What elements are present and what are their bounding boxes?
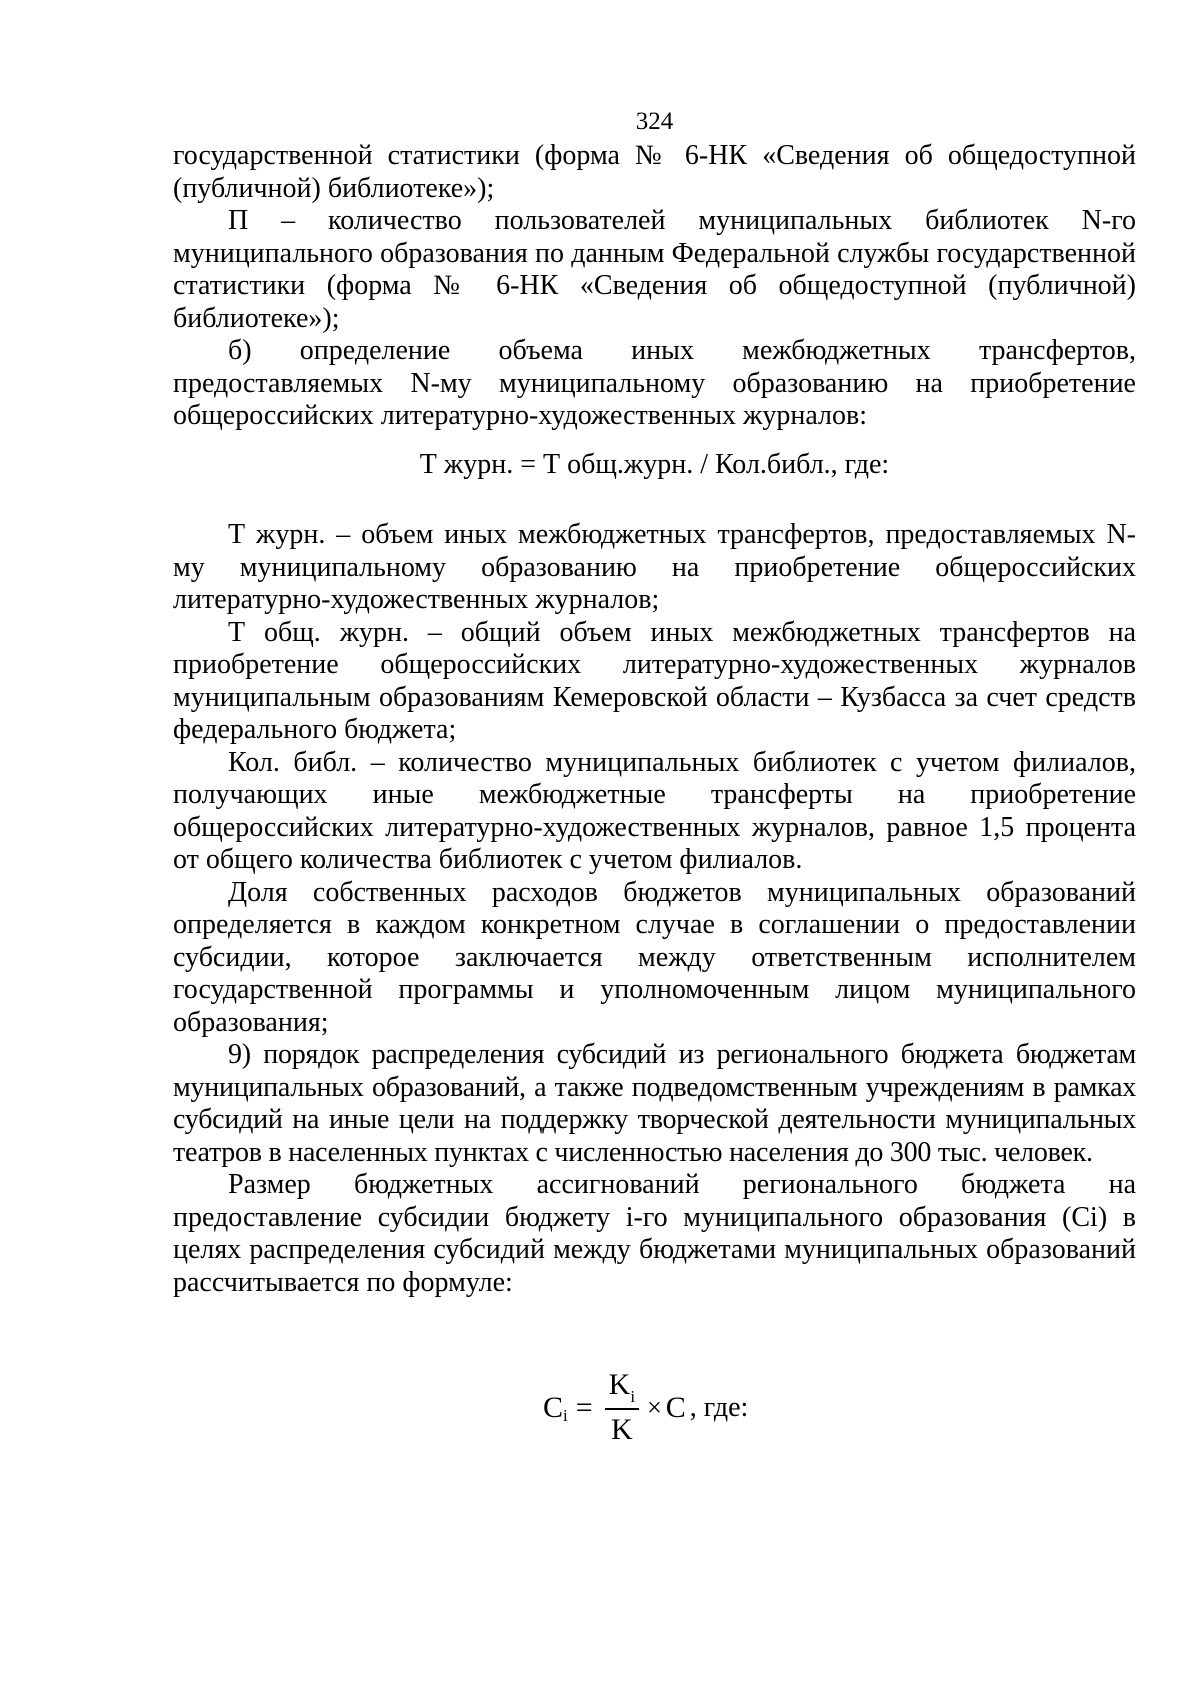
formula-numerator-symbol: K [608, 1368, 631, 1401]
formula-denominator: K [611, 1413, 633, 1446]
formula-subsidy [173, 1363, 1136, 1453]
formula-lhs-subscript: i [563, 1406, 568, 1425]
paragraph-libraries-count-definition: Кол. библ. – количество муниципальных библиотек с учетом филиалов, получающих иные межбюджетные трансферты на приобретение общероссийских литературно-художественных журналов, равное 1,5 процента от общего количества библиотек с учетом филиалов. [173, 746, 1136, 875]
formula-numerator-subscript: i [630, 1387, 636, 1406]
paragraph-statistics-source: государственной статистики (форма № 6-НК «Сведения об общедоступной (публичной) библиотеке»); [173, 140, 1136, 204]
formula-times: × [647, 1393, 662, 1422]
paragraph-journals-method: б) определение объема иных межбюджетных трансфертов, предоставляемых N-му муниципальному образованию на приобретение общероссийских литературно-художественных журналов: [173, 335, 1136, 431]
paragraph-t-journals-definition: Т журн. – объем иных межбюджетных трансфертов, предоставляемых N-му муниципальному образованию на приобретение общероссийских литературно-художественных журналов; [173, 519, 1136, 615]
formula-fraction [605, 1368, 639, 1448]
document-page [173, 108, 1136, 1453]
formula-journals: Т журн. = Т общ.журн. / Кол.библ., где: [419, 448, 890, 480]
paragraph-t-total-definition: Т общ. журн. – общий объем иных межбюджетных трансфертов на приобретение общероссийских литературно-художественных журналов муниципальным образованиям Кемеровской области – Кузбасса за счет средств федерального бюджета; [173, 616, 1136, 745]
formula-tail: , где: [689, 1392, 749, 1423]
formula-numerator [605, 1368, 639, 1410]
paragraph-theatre-subsidy-order: 9) порядок распределения субсидий из регионального бюджета бюджетам муниципальных образований, а также подведомственным учреждениям в рамках субсидий на иные цели на поддержку творческой деятельности муниципальных театров в населенных пунктах с численностью населения до 300 тыс. человек. [173, 1039, 1136, 1168]
page-number: 324 [635, 108, 674, 135]
paragraph-users-definition: П – количество пользователей муниципальных библиотек N-го муниципального образования по данным Федеральной службы государственной статистики (форма № 6-НК «Сведения об общедоступной (публичной) библиотеке»); [173, 205, 1136, 334]
paragraph-own-expenses-share: Доля собственных расходов бюджетов муниципальных образований определяется в каждом конкретном случае в соглашении о предоставлении субсидии, которое заключается между ответственным исполнителем государственной программы и уполномоченным лицом муниципального образования; [173, 876, 1136, 1038]
paragraph-subsidy-size: Размер бюджетных ассигнований регионального бюджета на предоставление субсидии бюджету i-го муниципального образования (Ci) в целях распределения субсидий между бюджетами муниципальных образований рассчитывается по формуле: [173, 1169, 1136, 1298]
formula-equals: = [575, 1391, 593, 1424]
formula-rhs: C [665, 1391, 686, 1424]
formula-lhs: C [543, 1391, 564, 1424]
